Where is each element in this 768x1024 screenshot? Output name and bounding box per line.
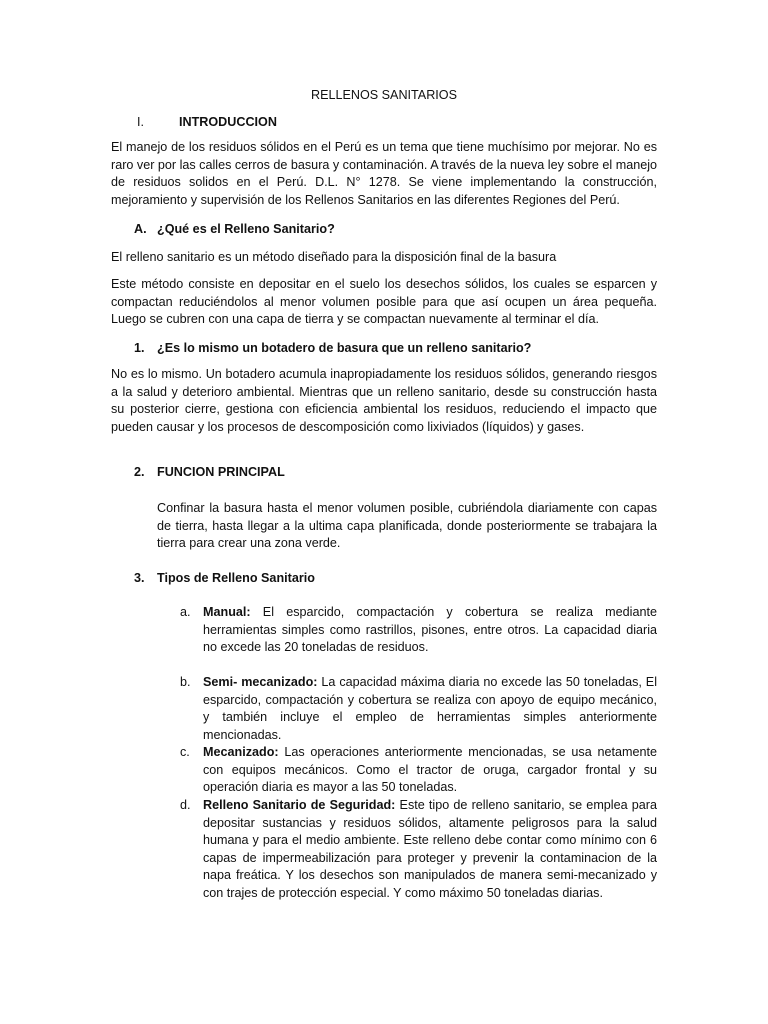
list-item-text: El esparcido, compactación y cobertura se realiza mediante herramientas simples como rastrillos, pisones, entre otros. La capacidad diaria no excede las 20 toneladas de residuos. bbox=[203, 605, 657, 655]
list-item-text: La capacidad máxima diaria no excede las 50 toneladas, El esparcido, compactación y cobertura se realiza con apoyo de equipo mecánico, y también incluye el empleo de herramientas simples anteriormente mencionadas. bbox=[203, 675, 658, 742]
question-3-number: 3. bbox=[134, 571, 145, 585]
list-marker: a. bbox=[180, 605, 191, 619]
section-numeral: I. bbox=[137, 115, 144, 129]
question-2-heading: FUNCION PRINCIPAL bbox=[157, 465, 285, 479]
list-item-label: Manual: bbox=[203, 605, 251, 619]
section-heading-introduccion: INTRODUCCION bbox=[179, 115, 277, 129]
question-1-paragraph: No es lo mismo. Un botadero acumula inapropiadamente los residuos sólidos, generando riesgos a la salud y deterioro ambiental. Mientras que un relleno sanitario, desde su construcción hasta su posterior cierre, gestiona con eficiencia ambiental los residuos, reduciendo el impacto que pueden causar y los procesos de descomposición como lixiviados (líquidos) y gases. bbox=[111, 367, 657, 434]
subsection-heading-que-es: ¿Qué es el Relleno Sanitario? bbox=[157, 222, 335, 236]
question-2-paragraph: Confinar la basura hasta el menor volumen posible, cubriéndola diariamente con capas de tierra, hasta llegar a la ultima capa planificada, donde posteriormente se trabajara la tierra para crear una zona verde. bbox=[157, 501, 657, 551]
definition-paragraph: El relleno sanitario es un método diseñado para la disposición final de la basura bbox=[111, 250, 557, 264]
subsection-letter: A. bbox=[134, 222, 147, 236]
method-paragraph: Este método consiste en depositar en el suelo los desechos sólidos, los cuales se esparcen y compactan reduciéndolos al menor volumen posible para que así ocupen un área pequeña. Luego se cubren con una capa de tierra y se compactan nuevamente al terminar el día. bbox=[111, 277, 657, 327]
list-item-body bbox=[203, 674, 657, 744]
list-item-label: Mecanizado: bbox=[203, 745, 279, 759]
list-item-label: Semi- mecanizado: bbox=[203, 675, 318, 689]
list-marker: b. bbox=[180, 675, 191, 689]
question-1-number: 1. bbox=[134, 341, 145, 355]
question-3-heading: Tipos de Relleno Sanitario bbox=[157, 571, 315, 585]
list-item-label: Relleno Sanitario de Seguridad: bbox=[203, 798, 396, 812]
list-item-body bbox=[203, 604, 657, 657]
intro-paragraph: El manejo de los residuos sólidos en el Perú es un tema que tiene muchísimo por mejorar. No es raro ver por las calles cerros de basura y contaminación. A través de la nueva ley sobre el manejo de residuos solidos en el Perú. D.L. N° 1278. Se viene implementando la construcción, mejoramiento y supervisión de los Rellenos Sanitarios en las diferentes Regiones del Perú. bbox=[111, 140, 658, 207]
list-marker: d. bbox=[180, 798, 191, 812]
question-2-number: 2. bbox=[134, 465, 145, 479]
list-item-text: Las operaciones anteriormente mencionadas, se usa netamente con equipos mecánicos. Como el tractor de oruga, cargador frontal y su operación diaria es mayor a las 50 toneladas. bbox=[203, 745, 657, 795]
question-1-heading: ¿Es lo mismo un botadero de basura que un relleno sanitario? bbox=[157, 341, 532, 355]
document-title: RELLENOS SANITARIOS bbox=[310, 88, 458, 102]
list-marker: c. bbox=[180, 745, 190, 759]
list-item-text: Este tipo de relleno sanitario, se emplea para depositar sustancias y residuos sólidos, altamente peligrosos para la salud humana y para el medio ambiente. Este relleno debe contar como mínimo con 6 capas de impermeabilización para proteger y prevenir la contaminacion de la napa freática. Y los desechos son manipulados de manera semi-mecanizado y con trajes de protección especial. Y como máximo 50 toneladas diarias. bbox=[203, 798, 657, 900]
list-item-body bbox=[203, 797, 657, 903]
list-item-body bbox=[203, 744, 657, 797]
